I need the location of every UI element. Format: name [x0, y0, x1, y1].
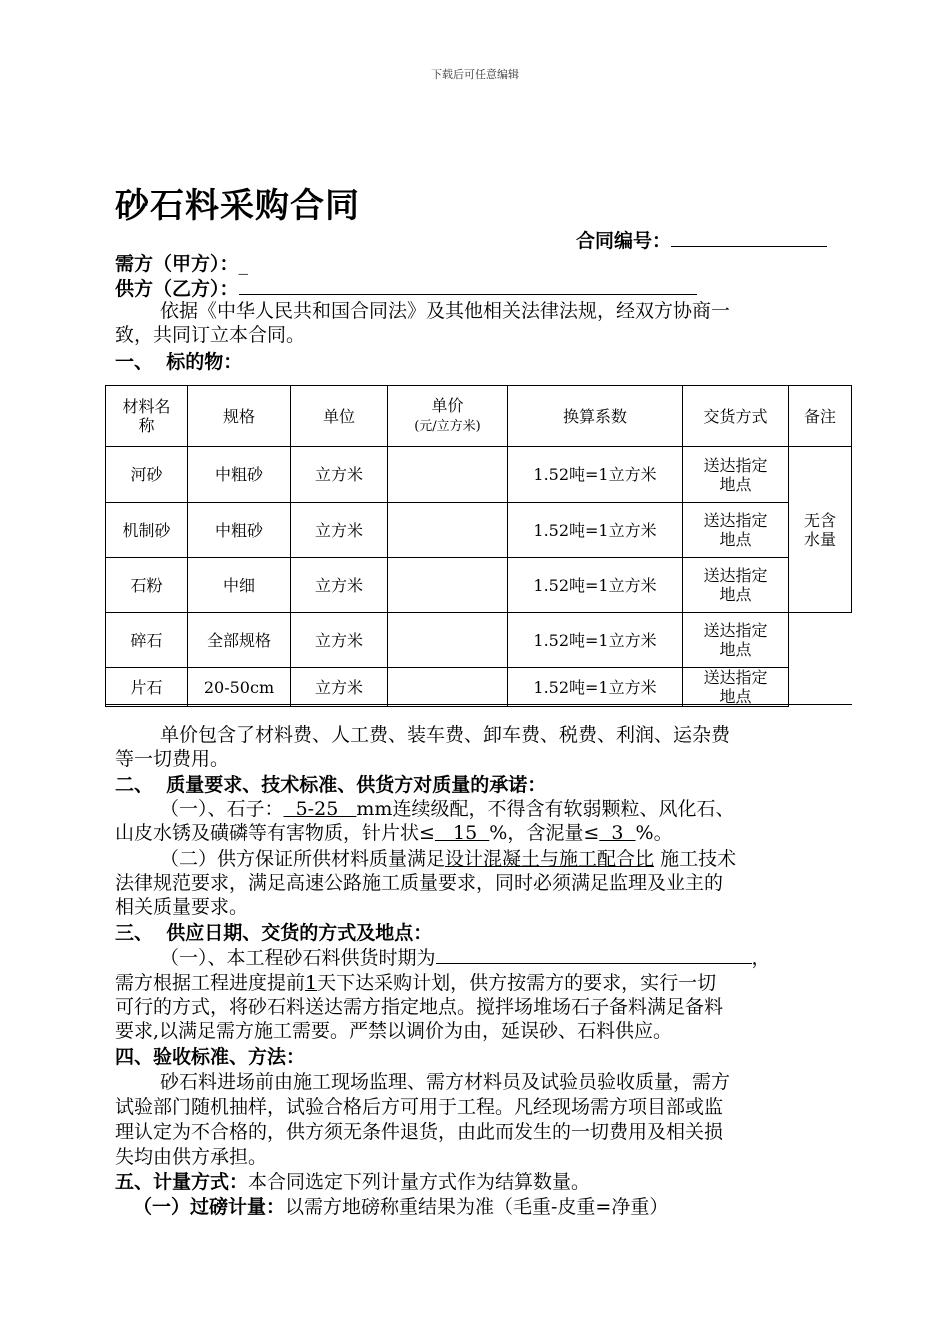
material-conversion: 1.52吨=1立方米 — [508, 668, 683, 707]
s2-p1-line-1: （一）、石子： 5-25 mm连续级配，不得含有软弱颗粒、风化石、 — [160, 798, 735, 820]
section-5-text: 本合同选定下列计量方式作为结算数量。 — [248, 1171, 591, 1193]
section-5-row — [115, 1170, 590, 1194]
contract-title: 砂石料采购合同 — [115, 186, 360, 226]
header-spec: 规格 — [188, 386, 291, 447]
table-row — [106, 558, 852, 613]
s3-p1-line-2: 需方根据工程进度提前1天下达采购计划，供方按需方的要求，实行一切 — [115, 972, 717, 994]
contract-number-label: 合同编号： — [576, 230, 672, 252]
advance-days-value[interactable]: 1 — [305, 972, 318, 994]
remark-merged-cell: 无含 水量 — [789, 447, 852, 613]
price-note-line-1: 单价包含了材料费、人工费、装车费、卸车费、税费、利润、运杂费 — [160, 724, 731, 746]
material-price[interactable] — [388, 447, 508, 503]
s4-p1-line-2: 试验部门随机抽样，试验合格后方可用于工程。凡经现场需方项目部或监 — [115, 1096, 724, 1118]
party-a-value[interactable]: _ — [238, 253, 249, 275]
table-row — [106, 613, 852, 668]
mud-value[interactable]: 3 — [599, 822, 636, 844]
material-price[interactable] — [388, 558, 508, 613]
s4-p1-line-3: 理认定为不合格的，供方须无条件退货，由此而发生的一切费用及相关损 — [115, 1121, 724, 1143]
header-remark: 备注 — [789, 386, 852, 447]
contract-number-row — [576, 228, 827, 253]
s4-p1-line-4: 失均由供方承担。 — [115, 1146, 268, 1168]
table-row — [106, 668, 852, 707]
material-name: 石粉 — [106, 558, 188, 613]
table-bottom-rule — [105, 704, 852, 705]
s4-p1-line-1: 砂石料进场前由施工现场监理、需方材料员及试验员验收质量，需方 — [160, 1071, 731, 1093]
s2-p1-line-2: 山皮水锈及磺磷等有害物质，针片状≤ 15 %，含泥量≤ 3 %。 — [115, 822, 673, 844]
material-name: 片石 — [106, 668, 188, 707]
material-conversion: 1.52吨=1立方米 — [508, 447, 683, 503]
intro-line-1: 依据《中华人民共和国合同法》及其他相关法律法规，经双方协商一 — [160, 300, 731, 322]
material-delivery: 送达指定 地点 — [683, 503, 789, 558]
s5-p1-line — [133, 1195, 668, 1219]
material-spec: 20-50cm — [188, 668, 291, 707]
section-4-heading: 四、验收标准、方法： — [115, 1046, 306, 1068]
header-unit-price: 单价 (元/立方米) — [388, 386, 508, 447]
s2-p2-line-2: 法律规范要求，满足高速公路施工质量要求，同时必须满足监理及业主的 — [115, 872, 724, 894]
price-note-line-2: 等一切费用。 — [115, 748, 230, 770]
s3-p1-line-4: 要求,以满足需方施工需要。严禁以调价为由，延误砂、石料供应。 — [115, 1020, 673, 1042]
contract-number-blank[interactable] — [671, 228, 827, 247]
material-unit: 立方米 — [291, 668, 388, 707]
table-header-row — [106, 386, 852, 447]
material-price[interactable] — [388, 613, 508, 668]
section-2-heading: 二、 质量要求、技术标准、供货方对质量的承诺： — [115, 774, 547, 796]
s5-p1-text: 以需方地磅称重结果为准（毛重-皮重=净重） — [285, 1196, 669, 1218]
table-row — [106, 503, 852, 558]
material-spec: 中粗砂 — [188, 447, 291, 503]
material-spec: 中粗砂 — [188, 503, 291, 558]
material-spec: 中细 — [188, 558, 291, 613]
header-material-name: 材料名 称 — [106, 386, 188, 447]
material-conversion: 1.52吨=1立方米 — [508, 613, 683, 668]
s2-p2-line-1: （二）供方保证所供材料质量满足设计混凝土与施工配合比 施工技术 — [160, 848, 737, 870]
material-conversion: 1.52吨=1立方米 — [508, 558, 683, 613]
material-name: 碎石 — [106, 613, 188, 668]
party-a-label: 需方（甲方）： — [115, 253, 239, 275]
material-name: 机制砂 — [106, 503, 188, 558]
s5-p1-label: （一）过磅计量： — [133, 1196, 286, 1218]
header-conversion: 换算系数 — [508, 386, 683, 447]
s3-p1-line-3: 可行的方式，将砂石料送达需方指定地点。搅拌场堆场石子备料满足备料 — [115, 996, 724, 1018]
remark-empty-cell — [789, 613, 852, 707]
quality-standard-value[interactable]: 设计混凝土与施工配合比 — [445, 848, 655, 870]
material-unit: 立方米 — [291, 447, 388, 503]
section-1-heading: 一、 标的物： — [115, 351, 243, 373]
party-b-row — [115, 276, 697, 301]
material-unit: 立方米 — [291, 503, 388, 558]
material-delivery: 送达指定 地点 — [683, 558, 789, 613]
material-spec: 全部规格 — [188, 613, 291, 668]
material-unit: 立方米 — [291, 558, 388, 613]
party-a-row — [115, 252, 248, 276]
material-delivery: 送达指定 地点 — [683, 447, 789, 503]
s2-p2-line-3: 相关质量要求。 — [115, 896, 249, 918]
materials-table — [105, 385, 852, 707]
intro-line-2: 致，共同订立本合同。 — [115, 324, 306, 346]
section-3-heading: 三、 供应日期、交货的方式及地点： — [115, 922, 433, 944]
material-name: 河砂 — [106, 447, 188, 503]
material-price[interactable] — [388, 503, 508, 558]
header-delivery: 交货方式 — [683, 386, 789, 447]
header-unit: 单位 — [291, 386, 388, 447]
header-note: 下载后可任意编辑 — [431, 68, 519, 81]
party-b-label: 供方（乙方）： — [115, 278, 239, 300]
s3-p1-line-1: （一）、本工程砂石料供货时期为 ， — [160, 947, 771, 969]
material-conversion: 1.52吨=1立方米 — [508, 503, 683, 558]
material-delivery: 送达指定 地点 — [683, 668, 789, 707]
material-price[interactable] — [388, 668, 508, 707]
material-delivery: 送达指定 地点 — [683, 613, 789, 668]
grading-value[interactable]: 5-25 — [283, 798, 357, 820]
table-row — [106, 447, 852, 503]
section-5-heading: 五、计量方式： — [115, 1171, 249, 1193]
flaky-value[interactable]: 15 — [434, 822, 490, 844]
material-unit: 立方米 — [291, 613, 388, 668]
party-b-blank[interactable] — [239, 276, 697, 295]
supply-period-blank[interactable] — [436, 945, 752, 964]
